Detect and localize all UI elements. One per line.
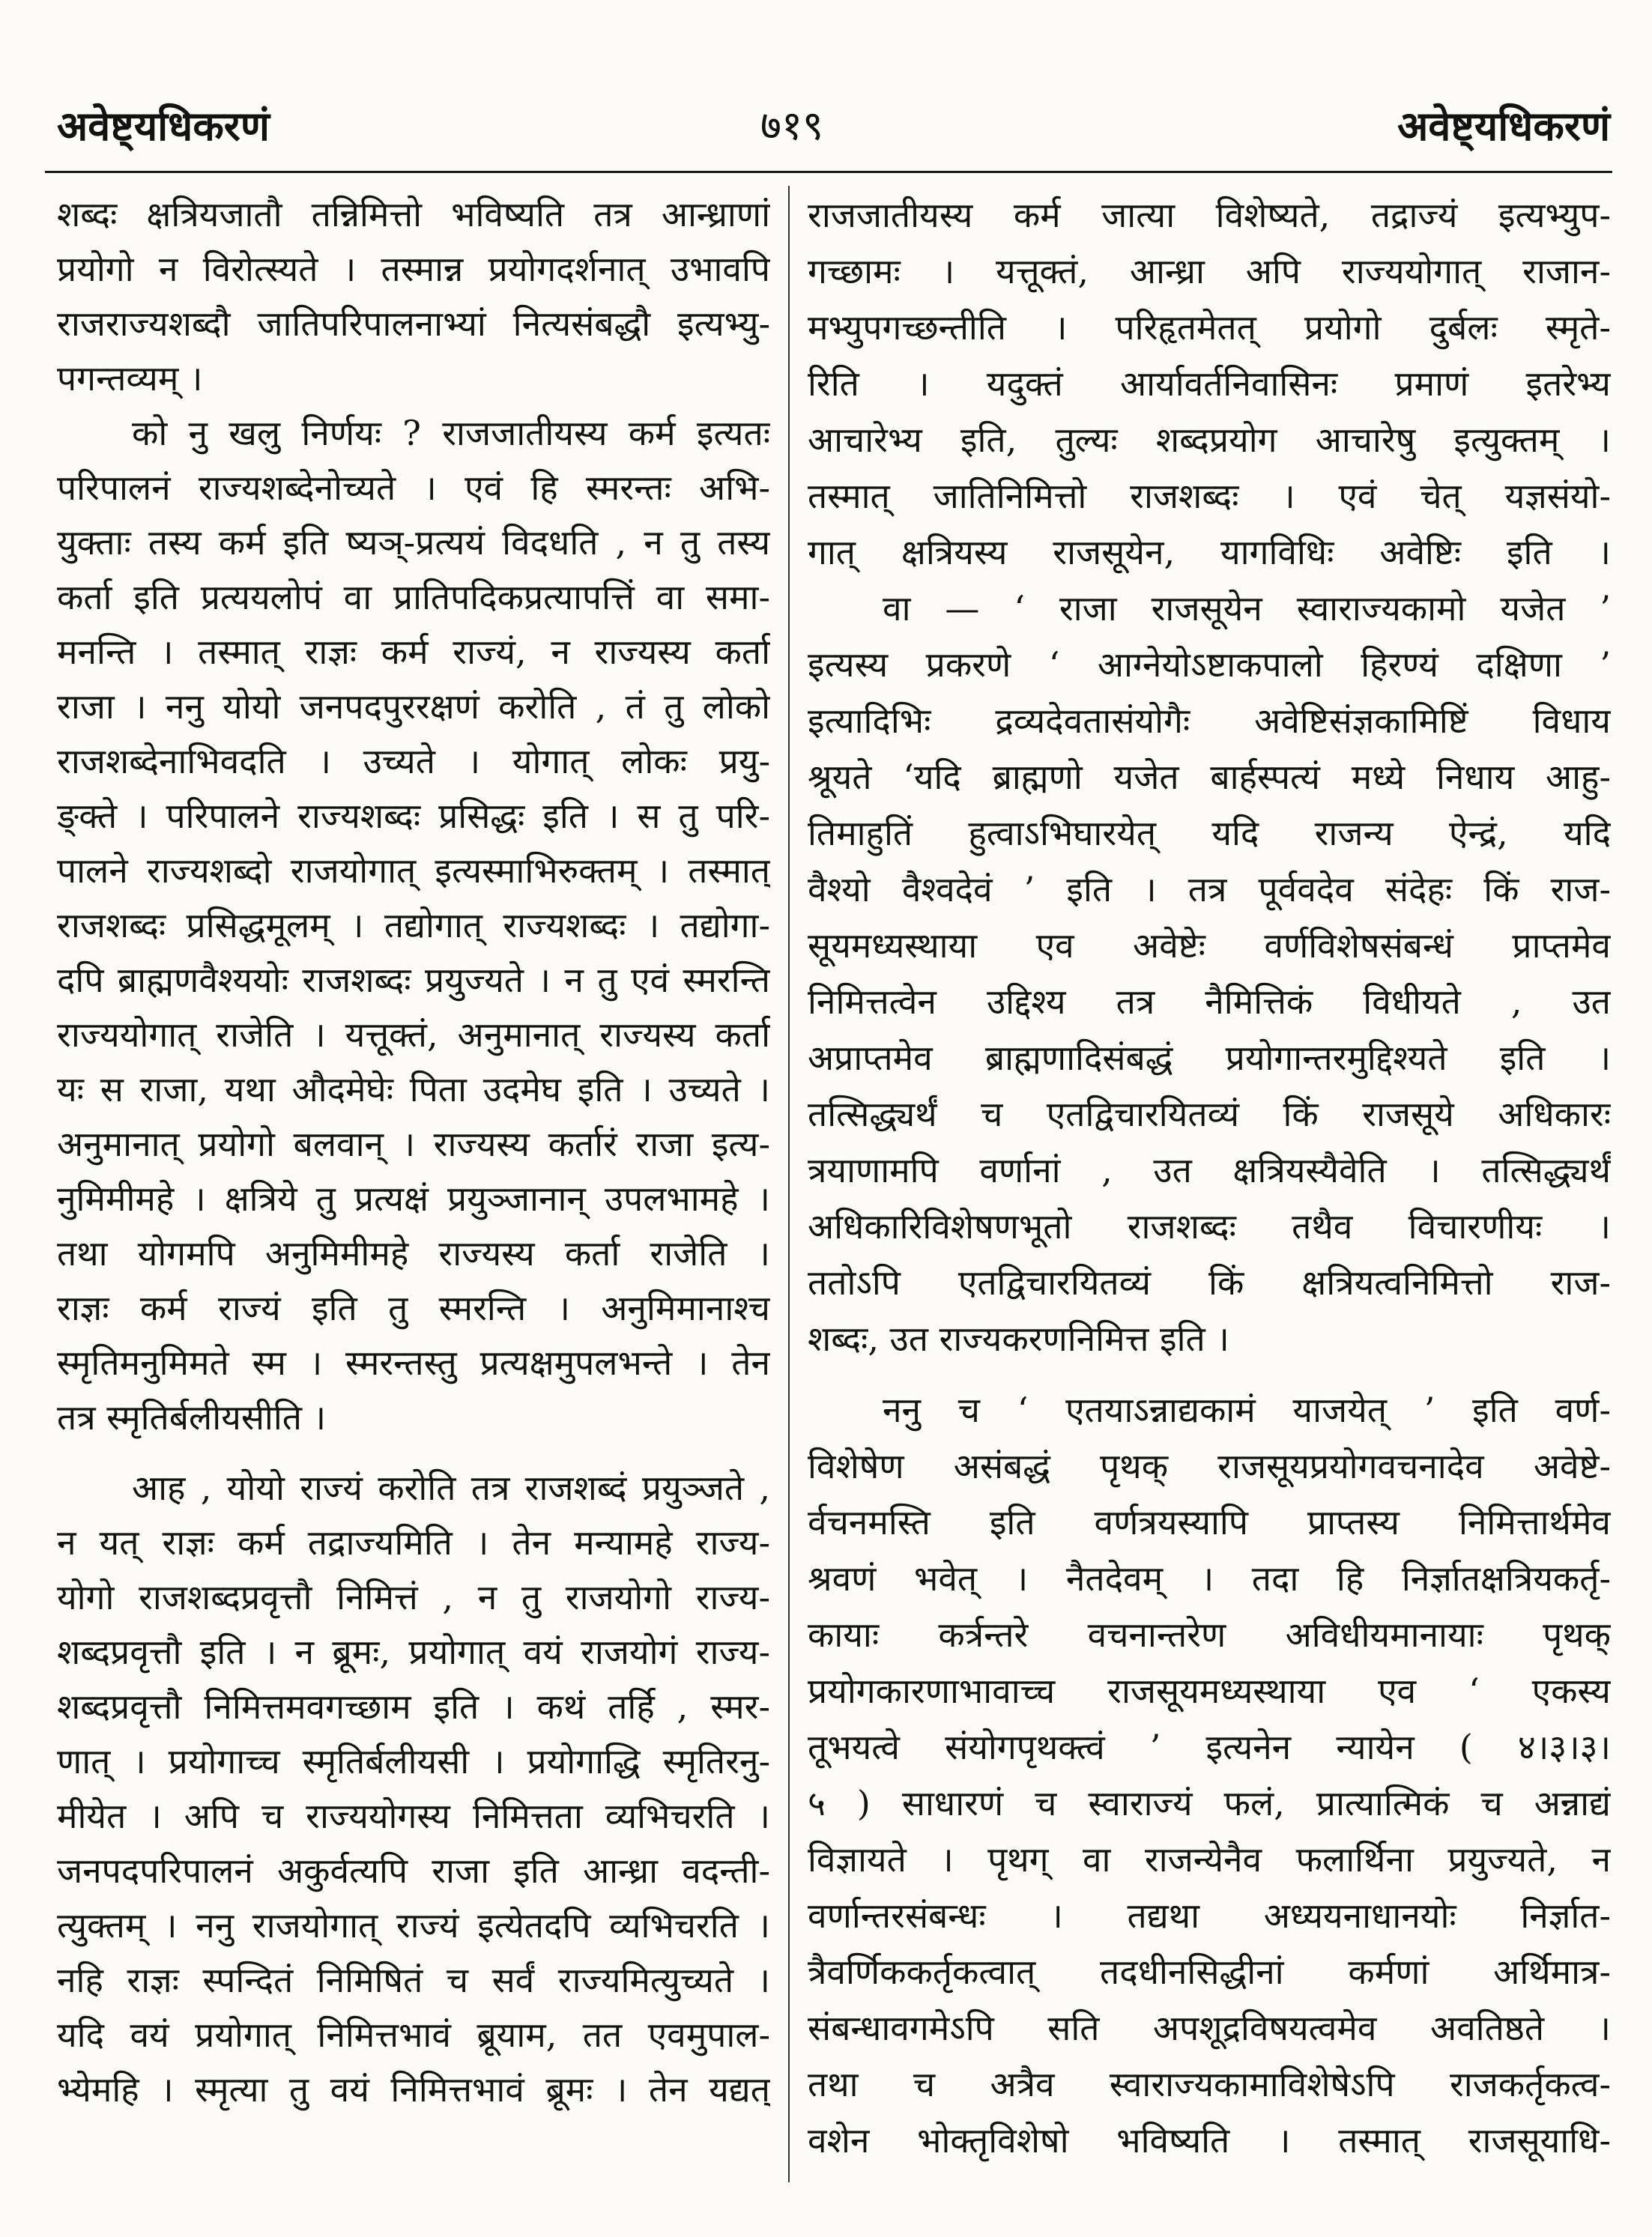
text-line: राज्ययोगात् राजेति । यत्तूक्तं, अनुमानात् राज्यस्य कर्ता xyxy=(57,1014,770,1055)
text-line: अनुमानात् प्रयोगो बलवान् । राज्यस्य कर्तारं राजा इत्य- xyxy=(57,1124,770,1164)
text-line: तत्सिद्ध्यर्थं च एतद्विचारयितव्यं किं राजसूये अधिकारः xyxy=(808,1094,1611,1134)
text-line: मभ्युपगच्छन्तीति । परिहृतमेतत् प्रयोगो दुर्बलः स्मृते- xyxy=(808,307,1611,348)
text-line: यः स राजा, यथा औदमेघेः पिता उदमेघ इति । उच्यते । xyxy=(57,1069,770,1110)
text-line: इत्यादिभिः द्रव्यदेवतासंयोगैः अवेष्टिसंज्ञकामिष्टिं विधाय xyxy=(808,700,1611,741)
text-line: को नु खलु निर्णयः ? राजजातीयस्य कर्म इत्यतः xyxy=(132,413,770,453)
text-line: आचारेभ्य इति, तुल्यः शब्दप्रयोग आचारेषु इत्युक्तम् । xyxy=(808,420,1611,460)
text-line: श्रूयते ‘यदि ब्राह्मणो यजेत बार्हस्पत्यं मध्ये निधाय आहु- xyxy=(808,757,1611,797)
paragraph xyxy=(808,581,1611,1367)
column-divider xyxy=(788,186,790,2182)
text-line: राज्ञः कर्म राज्यं इति तु स्मरन्ति । अनुमिमानाश्च xyxy=(57,1288,770,1328)
text-line: राजशब्दः प्रसिद्धमूलम् । तद्योगात् राज्यशब्दः । तद्योगा- xyxy=(57,905,770,945)
text-line: ५ ) साधारणं च स्वाराज्यं फलं, प्रात्यात्मिकं च अन्नाद्यं xyxy=(808,1783,1611,1823)
text-line: पगन्तव्यम् । xyxy=(57,358,203,399)
text-line: तत्र स्मृतिर्बलीयसीति । xyxy=(57,1397,327,1438)
paragraph xyxy=(808,187,1611,581)
text-line: शब्दः क्षत्रियजातौ तन्निमित्तो भविष्यति तत्र आन्ध्राणां xyxy=(57,194,770,234)
paragraph xyxy=(57,187,770,406)
text-line: तथा योगमपि अनुमिमीमहे राज्यस्य कर्ता राजेति । xyxy=(57,1233,770,1274)
text-line: तूभयत्वे संयोगपृथक्त्वं ’ इत्यनेन न्यायेन ( ४।३।३। xyxy=(808,1727,1611,1767)
text-line: परिपालनं राज्यशब्देनोच्यते । एवं हि स्मरन्तः अभि- xyxy=(57,467,770,508)
text-line: योगो राजशब्दप्रवृत्तौ निमित्तं , न तु राजयोगो राज्य- xyxy=(57,1577,770,1617)
text-line: श्रवणं भवेत् । नैतदेवम् । तदा हि निर्ज्ञातक्षत्रियकर्तृ- xyxy=(808,1558,1611,1599)
text-line: यदि वयं प्रयोगात् निमित्तभावं ब्रूयाम, तत एवमुपाल- xyxy=(57,2014,770,2055)
text-line: तस्मात् जातिनिमित्तो राजशब्दः । एवं चेत् यज्ञसंयो- xyxy=(808,476,1611,516)
text-line: र्वचनमस्ति इति वर्णत्रयस्यापि प्राप्तस्य निमित्तार्थमेव xyxy=(808,1502,1611,1543)
text-line: नुमिमीमहे । क्षत्रिये तु प्रत्यक्षं प्रयुञ्जानान् उपलभामहे । xyxy=(57,1178,770,1219)
text-line: प्रयोगकारणाभावाच्च राजसूयमध्यस्थाया एव ‘ एकस्य xyxy=(808,1671,1611,1711)
text-line: राजजातीयस्य कर्म जात्या विशेष्यते, तद्राज्यं इत्यभ्युप- xyxy=(808,195,1611,235)
text-line: संबन्धावगमेऽपि सति अपशूद्रविषयत्वमेव अवतिष्ठते । xyxy=(808,2008,1611,2048)
text-line: गात् क्षत्रियस्य राजसूयेन, यागविधिः अवेष्टिः इति । xyxy=(808,532,1611,572)
text-line: पालने राज्यशब्दो राजयोगात् इत्यस्माभिरुक्तम् । तस्मात् xyxy=(57,850,770,891)
text-line: शब्दः, उत राज्यकरणनिमित्त इति । xyxy=(808,1319,1229,1359)
text-line: कायाः कर्त्रन्तरे वचनान्तरेण अविधीयमानायाः पृथक् xyxy=(808,1614,1611,1655)
text-line: ननु च ‘ एतयाऽन्नाद्यकामं याजयेत् ’ इति वर्ण- xyxy=(883,1390,1611,1430)
text-line: वा — ‘ राजा राजसूयेन स्वाराज्यकामो यजेत ’ xyxy=(883,588,1611,629)
paragraph xyxy=(57,406,770,1445)
text-line: जनपदपरिपालनं अकुर्वत्यपि राजा इति आन्ध्रा वदन्ती- xyxy=(57,1850,770,1891)
text-line: आह , योयो राज्यं करोति तत्र राजशब्दं प्रयुञ्जते , xyxy=(132,1468,770,1508)
text-line: रिति । यदुक्तं आर्यावर्तनिवासिनः प्रमाणं इतरेभ्य xyxy=(808,363,1611,404)
text-line: मनन्ति । तस्मात् राज्ञः कर्म राज्यं, न राज्यस्य कर्ता xyxy=(57,632,770,672)
text-line: वैश्यो वैश्वदेवं ’ इति । तत्र पूर्ववदेव संदेहः किं राज- xyxy=(808,869,1611,909)
text-line: णात् । प्रयोगाच्च स्मृतिर्बलीयसी । प्रयोगाद्धि स्मृतिरनु- xyxy=(57,1741,770,1782)
text-line: त्रैवर्णिककर्तृकत्वात् तदधीनसिद्धीनां कर्मणां अर्थिमात्र- xyxy=(808,1952,1611,1992)
paragraph xyxy=(808,1382,1611,2169)
text-line: प्रयोगो न विरोत्स्यते । तस्मान्न प्रयोगदर्शनात् उभावपि xyxy=(57,249,770,289)
text-line: शब्दप्रवृत्तौ इति । न ब्रूमः, प्रयोगात् वयं राजयोगं राज्य- xyxy=(57,1632,770,1672)
text-line: दपि ब्राह्मणवैश्ययोः राजशब्दः प्रयुज्यते । न तु एवं स्मरन्ति xyxy=(57,960,770,1000)
text-line: मीयेत । अपि च राज्ययोगस्य निमित्तता व्यभिचरति । xyxy=(57,1796,770,1836)
text-line: ङ्क्ते । परिपालने राज्यशब्दः प्रसिद्धः इति । स तु परि- xyxy=(57,796,770,836)
text-line: शब्दप्रवृत्तौ निमित्तमवगच्छाम इति । कथं तर्हि , स्मर- xyxy=(57,1686,770,1727)
text-line: राजराज्यशब्दौ जातिपरिपालनाभ्यां नित्यसंबद्धौ इत्यभ्यु- xyxy=(57,303,770,344)
text-line: अप्राप्तमेव ब्राह्मणादिसंबद्धं प्रयोगान्तरमुद्दिश्यते इति । xyxy=(808,1038,1611,1078)
text-line: राजशब्देनाभिवदति । उच्यते । योगात् लोकः प्रयु- xyxy=(57,741,770,781)
text-line: अधिकारिविशेषणभूतो राजशब्दः तथैव विचारणीयः । xyxy=(808,1206,1611,1247)
left-column xyxy=(57,187,770,2117)
text-line: तिमाहुतिं हुत्वाऽभिघारयेत् यदि राजन्य ऐन्द्रं, यदि xyxy=(808,813,1611,853)
text-line: भ्येमहि । स्मृत्या तु वयं निमित्तभावं ब्रूमः । तेन यद्यत् xyxy=(57,2069,770,2110)
text-line: कर्ता इति प्रत्ययलोपं वा प्रातिपदिकप्रत्यापत्तिं वा समा- xyxy=(57,577,770,617)
text-line: त्युक्तम् । ननु राजयोगात् राज्यं इत्येतदपि व्यभिचरति । xyxy=(57,1905,770,1946)
running-head-right: अवेष्ट्यधिकरणं xyxy=(1397,102,1610,150)
text-line: राजा । ननु योयो जनपदपुररक्षणं करोति , तं तु लोको xyxy=(57,686,770,727)
paragraph xyxy=(57,1461,770,2117)
running-head-left: अवेष्ट्यधिकरणं xyxy=(57,102,270,150)
text-line: त्रयाणामपि वर्णानां , उत क्षत्रियस्यैवेति । तत्सिद्ध्यर्थं xyxy=(808,1150,1611,1190)
text-line: वशेन भोक्तृविशेषो भविष्यति । तस्मात् राजसूयाधि- xyxy=(808,2120,1611,2161)
text-line: सूयमध्यस्थाया एव अवेष्टेः वर्णविशेषसंबन्धं प्राप्तमेव xyxy=(808,925,1611,966)
text-line: नहि राज्ञः स्पन्दितं निमिषितं च सर्वं राज्यमित्युच्यते । xyxy=(57,1960,770,2000)
text-line: न यत् राज्ञः कर्म तद्राज्यमिति । तेन मन्यामहे राज्य- xyxy=(57,1522,770,1563)
text-line: स्मृतिमनुमिमते स्म । स्मरन्तस्तु प्रत्यक्षमुपलभन्ते । तेन xyxy=(57,1342,770,1383)
header-rule xyxy=(45,171,1612,173)
text-line: विशेषेण असंबद्धं पृथक् राजसूयप्रयोगवचनादेव अवेष्टे- xyxy=(808,1446,1611,1486)
text-line: इत्यस्य प्रकरणे ‘ आग्नेयोऽष्टाकपालो हिरण्यं दक्षिणा ’ xyxy=(808,644,1611,685)
text-line: तथा च अत्रैव स्वाराज्यकामाविशेषेऽपि राजकर्तृकत्व- xyxy=(808,2064,1611,2104)
page-number: ७१९ xyxy=(760,102,824,149)
text-line: युक्ताः तस्य कर्म इति ष्यञ्-प्रत्ययं विदधति , न तु तस्य xyxy=(57,522,770,563)
right-column xyxy=(808,187,1611,2169)
text-line: वर्णान्तरसंबन्धः । तद्यथा अध्ययनाधानयोः निर्ज्ञात- xyxy=(808,1895,1611,1936)
text-line: गच्छामः । यत्तूक्तं, आन्ध्रा अपि राज्ययोगात् राजान- xyxy=(808,251,1611,291)
text-line: निमित्तत्वेन उद्दिश्य तत्र नैमित्तिकं विधीयते , उत xyxy=(808,981,1611,1022)
text-line: ततोऽपि एतद्विचारयितव्यं किं क्षत्रियत्वनिमित्तो राज- xyxy=(808,1262,1611,1303)
text-line: विज्ञायते । पृथग् वा राजन्येनैव फलार्थिना प्रयुज्यते, न xyxy=(808,1839,1611,1880)
